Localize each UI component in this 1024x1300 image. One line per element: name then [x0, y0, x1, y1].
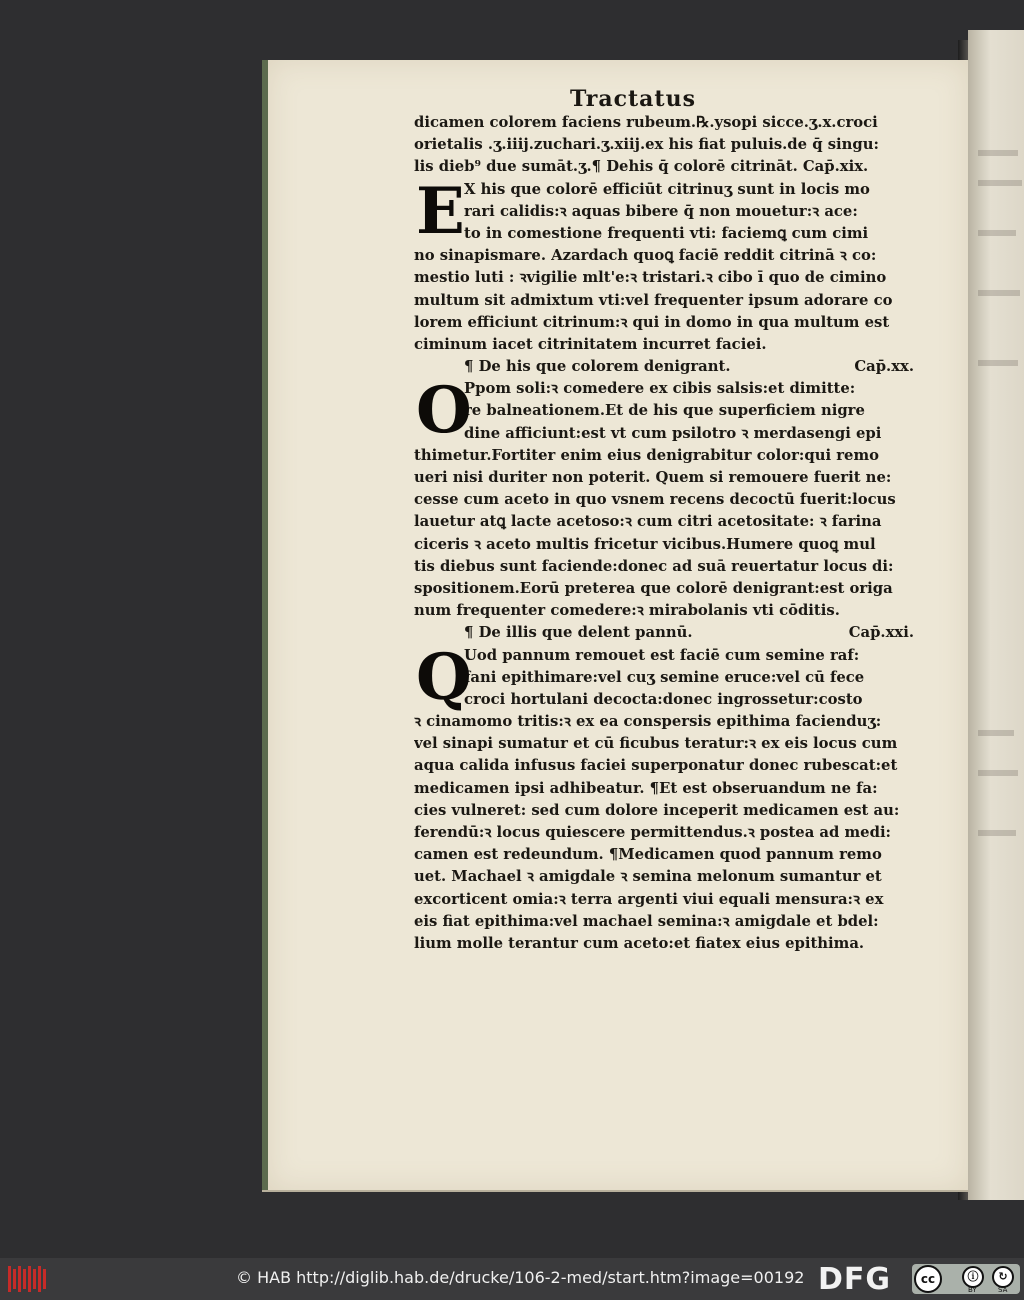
text-line: cies vulneret: sed cum dolore inceperit medicamen est au: [414, 801, 900, 819]
initial-paragraph-3 [414, 639, 954, 715]
text-line: multum sit admixtum vti:vel frequenter ipsum adorare co [414, 291, 893, 309]
text-line: re balneationem.Et de his que superficiem nigre [464, 402, 865, 420]
text-line: Ppom soli:ꝛ comedere ex cibis salsis:et dimitte: [464, 380, 856, 398]
book-page [262, 60, 968, 1190]
text-line: excorticent omia:ꝛ terra argenti viui equali mensura:ꝛ ex [414, 890, 884, 908]
text-line: mestio luti : ꝛvigilie mlt'e:ꝛ tristari.ꝛ cibo ī quo de cimino [414, 269, 887, 287]
text-line: lis dieb⁹ due sumāt.ʒ.¶ Dehis q̄ colorē citrināt. Cap̄.xix. [414, 158, 869, 176]
text-line: vel sinapi sumatur et cū ficubus teratur:ꝛ ex eis locus cum [414, 735, 898, 753]
text-line: croci hortulani decocta:donec ingrossetur:costo [464, 690, 863, 708]
text-line: num frequenter comedere:ꝛ mirabolanis vti cōditis. [414, 602, 840, 620]
text-line: cesse cum aceto in quo vsnem recens decoctū fuerit:locus [414, 491, 896, 509]
text-line: fani epithimare:vel cuʒ semine eruce:vel cū fece [464, 668, 865, 686]
facing-page-edge [968, 30, 1024, 1200]
text-line: dine afficiunt:est vt cum psilotro ꝛ merdasengi epi [464, 424, 882, 442]
footer-bar [0, 1258, 1024, 1300]
text-line: ciceris ꝛ aceto multis fricetur vicibus.Humere quoꝗ mul [414, 535, 876, 553]
chapter-number: Cap̄.xxi. [848, 624, 914, 642]
text-line: thimetur.Fortiter enim eius denigrabitur color:qui remo [414, 446, 879, 464]
by-icon: ⓘ [962, 1266, 984, 1288]
drop-initial-o: O [416, 373, 472, 449]
text-line: lium molle terantur cum aceto:et fiatex eius epithima. [414, 934, 865, 952]
text-line: lauetur atꝗ lacte acetoso:ꝛ cum citri acetositate: ꝛ farina [414, 513, 882, 531]
text-line: rari calidis:ꝛ aquas bibere q̄ non mouetur:ꝛ ace: [464, 202, 858, 220]
copyright-link[interactable]: © HAB http://diglib.hab.de/drucke/106-2-med/start.htm?image=00192 [236, 1268, 805, 1287]
text-line: no sinapismare. Azardach quoꝗ faciē reddit citrinā ꝛ co: [414, 247, 877, 265]
text-line: orietalis .ʒ.iiij.zuchari.ʒ.xiij.ex his fiat puluis.de q̄ singu: [414, 136, 879, 154]
text-line: ciminum iacet citrinitatem incurret faciei. [414, 335, 767, 353]
initial-paragraph-1 [414, 173, 954, 249]
text-line: uet. Machael ꝛ amigdale ꝛ semina melonum sumantur et [414, 868, 882, 886]
by-label: BY [968, 1286, 977, 1294]
drop-initial-e: E [416, 173, 465, 249]
sa-icon: ↻ [992, 1266, 1014, 1288]
text-line: tis diebus sunt faciende:donec ad suā reuertatur locus di: [414, 557, 894, 575]
chapter-heading-xx [414, 356, 954, 378]
dfg-logo[interactable]: DFG [818, 1262, 892, 1297]
text-line: eis fiat epithima:vel machael semina:ꝛ amigdale et bdel: [414, 912, 879, 930]
chapter-heading-xxi [414, 622, 954, 644]
hab-logo-icon[interactable] [8, 1266, 46, 1292]
text-line: spositionem.Eorū preterea que colorē denigrant:est origa [414, 579, 893, 597]
initial-paragraph-2 [414, 373, 954, 449]
text-line: ferendū:ꝛ locus quiescere permittendus.ꝛ postea ad medi: [414, 824, 892, 841]
text-line: dicamen colorem faciens rubeum.℞.ysopi sicce.ʒ.x.croci [414, 114, 878, 131]
sa-label: SA [998, 1286, 1008, 1294]
text-line: ueri nisi duriter non poterit. Quem si remouere fuerit ne: [414, 469, 892, 486]
text-line: lorem efficiunt citrinum:ꝛ qui in domo in qua multum est [414, 313, 890, 331]
text-block [414, 112, 954, 955]
cc-icon: cc [914, 1265, 942, 1293]
text-line: medicamen ipsi adhibeatur. ¶Et est obseruandum ne fa: [414, 779, 878, 797]
text-line: X his que colorē efficiūt citrinuʒ sunt in locis mo [464, 180, 870, 198]
cc-license-badge[interactable] [912, 1264, 1020, 1294]
text-line: aqua calida infusus faciei superponatur donec rubescat:et [414, 757, 898, 775]
running-head: Tractatus [570, 86, 696, 112]
text-line: to in comestione frequenti vti: faciemꝗ cum cimi [464, 224, 869, 242]
text-line: ꝛ cinamomo tritis:ꝛ ex ea conspersis epithima facienduʒ: [414, 713, 882, 731]
chapter-number: Cap̄.xx. [854, 358, 914, 376]
chapter-title: ¶ De his que colorem denigrant. [464, 358, 731, 376]
chapter-title: ¶ De illis que delent pannū. [464, 624, 693, 642]
drop-initial-q: Q [416, 639, 472, 715]
text-line: Uod pannum remouet est faciē cum semine raf: [464, 646, 860, 664]
text-line: camen est redeundum. ¶Medicamen quod pannum remo [414, 846, 882, 864]
